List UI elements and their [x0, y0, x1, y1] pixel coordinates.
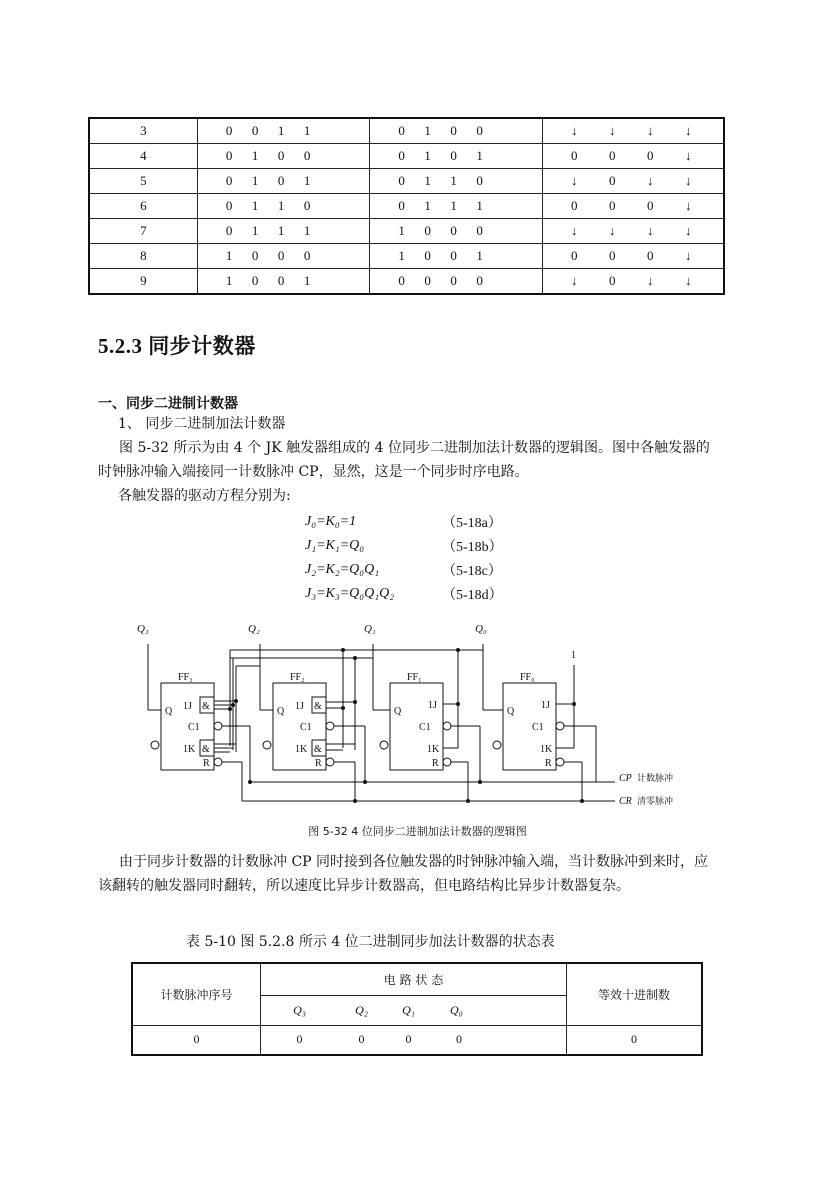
transition-mark: ↓ [684, 148, 692, 163]
bit-value: 0 [225, 148, 233, 163]
bit-value: 0 [303, 148, 311, 163]
bit-group-c [542, 118, 724, 144]
equation-expr: J₃=K₃=Q₀Q₁Q₂ [305, 586, 395, 601]
bit-value: 1 [277, 198, 285, 213]
pin-r: R [432, 758, 439, 769]
logic-one-label: 1 [571, 650, 576, 661]
header-q1: Q₁ [385, 995, 432, 1025]
table-row [89, 144, 724, 169]
bit-value: 1 [251, 198, 259, 213]
bit-value: 0 [225, 223, 233, 238]
bit-value: 1 [424, 148, 431, 163]
bit-value: 0 [476, 123, 483, 138]
bit-group-b [370, 269, 543, 295]
table-row [89, 118, 724, 144]
bit-group-b [370, 169, 543, 194]
state-table [131, 962, 703, 1056]
table-row [89, 169, 724, 194]
table-row [89, 219, 724, 244]
bit-value: 1 [303, 273, 311, 288]
transition-mark: 0 [608, 148, 616, 163]
q3-label: Q₃ [137, 623, 149, 635]
bit-value: 0 [424, 248, 431, 263]
bit-value: 0 [398, 148, 405, 163]
bit-value: 0 [277, 173, 285, 188]
subsection-title: 一、同步二进制计数器 [98, 396, 238, 412]
row-q2: 0 [338, 1025, 385, 1055]
section-title: 5.2.3 同步计数器 [98, 334, 256, 358]
bit-value: 0 [450, 223, 457, 238]
bit-group-c [542, 169, 724, 194]
pin-q: Q [277, 706, 285, 717]
transition-mark: 0 [570, 248, 578, 263]
bit-group-a [197, 244, 370, 269]
bit-group-a [197, 118, 370, 144]
bit-value: 0 [303, 198, 311, 213]
transition-mark: ↓ [684, 223, 692, 238]
bit-value: 0 [277, 148, 285, 163]
bit-value: 0 [398, 123, 405, 138]
row-q1: 0 [385, 1025, 432, 1055]
bit-value: 0 [398, 273, 405, 288]
and-gate-label: & [314, 744, 322, 755]
bit-value: 1 [476, 148, 483, 163]
bit-value: 1 [277, 123, 285, 138]
row-number: 9 [89, 269, 197, 295]
row-number: 3 [89, 118, 197, 144]
bit-value: 1 [225, 273, 233, 288]
equation-tag: （5-18d） [442, 588, 503, 603]
row-number: 4 [89, 144, 197, 169]
bit-value: 0 [424, 273, 431, 288]
equation-list [305, 510, 565, 606]
equation [305, 534, 565, 558]
transition-mark: ↓ [684, 173, 692, 188]
header-q2: Q₂ [338, 995, 385, 1025]
header-decimal: 等效十进制数 [567, 963, 703, 1025]
table-caption: 表 5-10 图 5.2.8 所示 4 位二进制同步加法计数器的状态表 [186, 934, 555, 950]
equation-tag: （5-18b） [442, 540, 503, 555]
cp-label: CP [619, 773, 632, 784]
bit-value: 1 [277, 223, 285, 238]
q1-label: Q₁ [364, 623, 376, 635]
row-number: 6 [89, 194, 197, 219]
row-number: 5 [89, 169, 197, 194]
pin-1k: 1K [183, 744, 196, 755]
bit-value: 0 [251, 123, 259, 138]
bit-group-c [542, 144, 724, 169]
transition-mark: ↓ [684, 198, 692, 213]
bit-value: 1 [424, 173, 431, 188]
pin-1k: 1K [295, 744, 308, 755]
header-circuit-state: 电 路 状 态 [261, 963, 567, 995]
transition-mark: 0 [646, 148, 654, 163]
bit-value: 1 [303, 173, 311, 188]
bit-value: 1 [424, 198, 431, 213]
pin-r: R [545, 758, 552, 769]
pin-c1: C1 [419, 722, 431, 733]
transition-mark: 0 [646, 198, 654, 213]
bit-value: 0 [225, 198, 233, 213]
bit-value: 1 [424, 123, 431, 138]
header-q3: Q₃ [261, 995, 339, 1025]
transition-mark: 0 [608, 248, 616, 263]
q2-label: Q₂ [248, 623, 260, 635]
ff2-label: FF₂ [290, 672, 305, 683]
pin-1j: 1J [295, 701, 304, 712]
q0-label: Q₀ [475, 623, 487, 635]
bit-value: 1 [450, 173, 457, 188]
and-gate-label: & [202, 744, 210, 755]
transition-mark: ↓ [684, 273, 692, 288]
bit-group-a [197, 219, 370, 244]
transition-mark: ↓ [570, 123, 578, 138]
bit-value: 1 [398, 248, 405, 263]
and-gate-label: & [314, 701, 322, 712]
pin-1k: 1K [540, 744, 553, 755]
bit-value: 0 [277, 248, 285, 263]
table-row [89, 244, 724, 269]
bit-group-a [197, 169, 370, 194]
bit-value: 0 [476, 273, 483, 288]
pin-1k: 1K [427, 744, 440, 755]
bit-value: 1 [476, 198, 483, 213]
paragraph-intro: 图 5-32 所示为由 4 个 JK 触发器组成的 4 位同步二进制加法计数器的逻辑图。图中各触发器的时钟脉冲输入端接同一计数脉冲 CP，显然，这是一个同步时序电路。 [98, 440, 710, 480]
equation-expr: J₀=K₀=1 [305, 514, 357, 529]
table-row [89, 194, 724, 219]
cr-label: CR [619, 796, 632, 807]
table-row [89, 269, 724, 295]
bit-group-a [197, 144, 370, 169]
pin-q: Q [507, 706, 515, 717]
bit-value: 0 [398, 173, 405, 188]
pin-r: R [203, 758, 210, 769]
pin-q: Q [394, 706, 402, 717]
pin-q: Q [165, 706, 173, 717]
bit-value: 1 [303, 223, 311, 238]
bit-group-a [197, 194, 370, 219]
bit-value: 1 [251, 148, 259, 163]
transition-mark: 0 [570, 198, 578, 213]
counter-logic-diagram [0, 610, 835, 815]
equation-tag: （5-18a） [442, 516, 502, 531]
row-number: 8 [89, 244, 197, 269]
transition-mark: ↓ [570, 223, 578, 238]
pin-c1: C1 [300, 722, 312, 733]
ff1-label: FF₁ [407, 672, 422, 683]
bit-value: 0 [251, 273, 259, 288]
equation-expr: J₂=K₂=Q₀Q₁ [305, 562, 380, 577]
equation [305, 582, 565, 606]
bit-value: 0 [277, 273, 285, 288]
bit-group-b [370, 219, 543, 244]
equation [305, 510, 565, 534]
bit-value: 0 [225, 123, 233, 138]
bit-value: 1 [303, 123, 311, 138]
header-q0: Q₀ [432, 995, 567, 1025]
transition-mark: ↓ [646, 223, 654, 238]
paragraph-equations-intro: 各触发器的驱动方程分别为: [118, 488, 291, 504]
transition-mark: 0 [608, 198, 616, 213]
row-q0: 0 [432, 1025, 567, 1055]
ff3-label: FF₃ [178, 672, 193, 683]
pin-c1: C1 [532, 722, 544, 733]
bit-value: 0 [476, 173, 483, 188]
bit-value: 1 [225, 248, 233, 263]
pin-r: R [315, 758, 322, 769]
bit-group-c [542, 244, 724, 269]
cp-text: 计数脉冲 [637, 774, 674, 784]
transition-mark: ↓ [684, 248, 692, 263]
transition-mark: ↓ [646, 273, 654, 288]
pin-1j: 1J [541, 700, 550, 711]
row-decimal: 0 [567, 1025, 703, 1055]
transition-mark: 0 [570, 148, 578, 163]
bit-value: 1 [450, 198, 457, 213]
bit-value: 0 [225, 173, 233, 188]
bit-value: 0 [424, 223, 431, 238]
equation-tag: （5-18c） [442, 564, 502, 579]
figure-caption: 图 5-32 4 位同步二进制加法计数器的逻辑图 [308, 825, 527, 838]
item-title: 1、 同步二进制加法计数器 [118, 416, 286, 432]
transition-mark: ↓ [570, 173, 578, 188]
bit-group-a [197, 269, 370, 295]
equation-expr: J₁=K₁=Q₀ [305, 538, 365, 553]
bit-value: 0 [398, 198, 405, 213]
bit-group-c [542, 194, 724, 219]
cr-text: 清零脉冲 [637, 797, 674, 807]
and-gate-label: & [202, 701, 210, 712]
bit-value: 0 [450, 248, 457, 263]
row-number: 7 [89, 219, 197, 244]
bit-value: 0 [251, 248, 259, 263]
pin-c1: C1 [188, 722, 200, 733]
bit-value: 0 [450, 123, 457, 138]
transition-mark: 0 [608, 273, 616, 288]
ff0-label: FF₀ [520, 672, 535, 683]
bit-value: 1 [251, 173, 259, 188]
pin-1j: 1J [183, 701, 192, 712]
transition-mark: ↓ [646, 123, 654, 138]
bit-group-b [370, 194, 543, 219]
transition-mark: ↓ [608, 223, 616, 238]
transition-mark: ↓ [646, 173, 654, 188]
transition-mark: 0 [646, 248, 654, 263]
row-pulse-number: 0 [132, 1025, 261, 1055]
bit-value: 1 [251, 223, 259, 238]
header-pulse-number: 计数脉冲序号 [132, 963, 261, 1025]
transition-mark: 0 [608, 173, 616, 188]
bit-group-b [370, 144, 543, 169]
transition-table [88, 117, 725, 295]
bit-value: 0 [450, 273, 457, 288]
bit-group-c [542, 269, 724, 295]
paragraph-sync-explanation: 由于同步计数器的计数脉冲 CP 同时接到各位触发器的时钟脉冲输入端，当计数脉冲到来时，应该翻转的触发器同时翻转，所以速度比异步计数器高，但电路结构比异步计数器复杂。 [98, 854, 709, 894]
row-q3: 0 [261, 1025, 339, 1055]
bit-group-c [542, 219, 724, 244]
bit-value: 0 [476, 223, 483, 238]
pin-1j: 1J [428, 700, 437, 711]
transition-mark: ↓ [570, 273, 578, 288]
bit-group-b [370, 244, 543, 269]
bit-value: 0 [303, 248, 311, 263]
transition-mark: ↓ [684, 123, 692, 138]
bit-group-b [370, 118, 543, 144]
equation [305, 558, 565, 582]
bit-value: 1 [476, 248, 483, 263]
transition-mark: ↓ [608, 123, 616, 138]
bit-value: 0 [450, 148, 457, 163]
bit-value: 1 [398, 223, 405, 238]
